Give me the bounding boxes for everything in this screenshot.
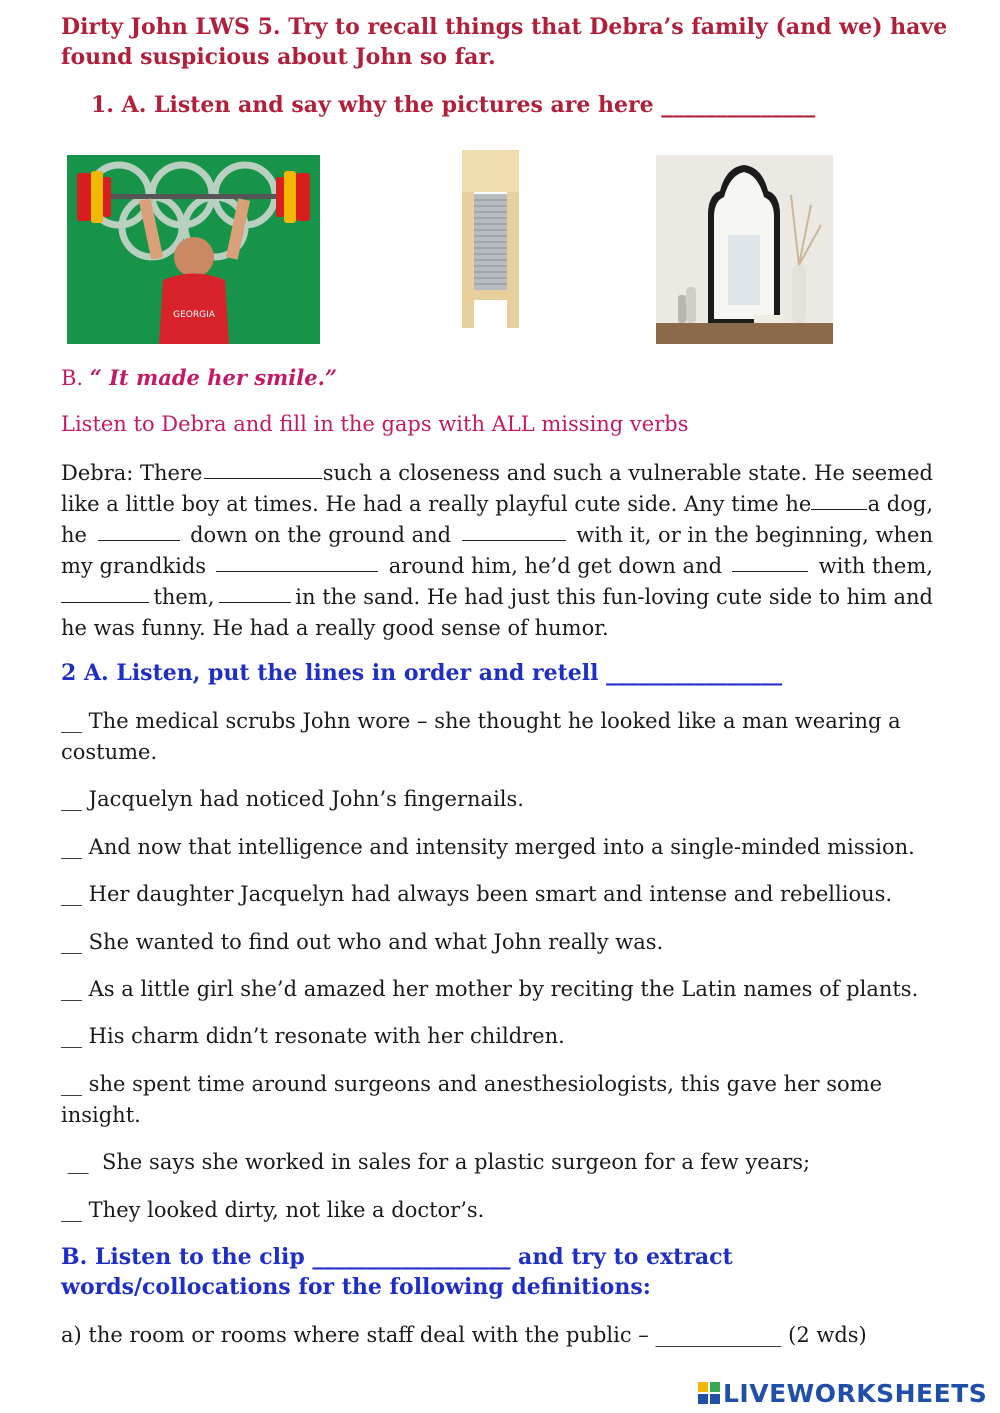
worksheet-title-line1: Dirty John LWS 5. Try to recall things that Debra’s family (and we) have [61,14,948,40]
order-line: __ She wanted to find out who and what John really was. [61,930,664,954]
paragraph-line: he was funny. He had a really good sense of humor. [61,616,609,640]
shirt-text: GEORGIA [173,310,215,320]
task1-heading: 1. A. Listen and say why the pictures are here ______________ [91,92,816,118]
task1b-instruction: Listen to Debra and fill in the gaps with ALL missing verbs [61,412,689,436]
gap-input[interactable] [204,458,322,479]
order-line: __ she spent time around surgeons and anesthesiologists, this gave her some [61,1072,883,1096]
task2-heading: 2 A. Listen, put the lines in order and retell ________________ [61,660,783,686]
gap-input[interactable] [98,520,180,541]
gap-input[interactable] [811,489,867,510]
order-line: insight. [61,1103,141,1127]
order-line: costume. [61,740,158,764]
task2b-heading-line2: words/collocations for the following definitions: [61,1274,651,1300]
order-line: __ She says she worked in sales for a plastic surgeon for a few years; [61,1150,811,1174]
paragraph-line: my grandkids around him, he’d get down and with them, [61,551,933,582]
gap-input[interactable] [732,551,808,572]
definition-item-a: a) the room or rooms where staff deal with the public – ____________ (2 wds) [61,1323,867,1347]
gap-input[interactable] [219,582,291,603]
weightlifter-photo [67,155,320,344]
order-line: __ They looked dirty, not like a doctor’s. [61,1198,485,1222]
mirror-photo [656,155,833,344]
paragraph-line: Debra: There such a closeness and such a vulnerable state. He seemed [61,458,933,489]
order-line: __ As a little girl she’d amazed her mother by reciting the Latin names of plants. [61,977,919,1001]
washboard-photo [419,142,564,344]
paragraph-line: them, in the sand. He had just this fun-loving cute side to him and [61,582,933,613]
task1b-label: B. “ It made her smile.” [61,365,337,390]
liveworksheets-logo-icon [697,1380,723,1406]
order-line: __ The medical scrubs John wore – she thought he looked like a man wearing a [61,709,901,733]
liveworksheets-logo: LIVEWORKSHEETS [697,1378,987,1408]
gap-input[interactable] [216,551,378,572]
task2b-heading-line1: B. Listen to the clip __________________ and try to extract [61,1244,733,1270]
order-line: __ And now that intelligence and intensity merged into a single-minded mission. [61,835,915,859]
worksheet-title-line2: found suspicious about John so far. [61,44,496,70]
order-line: __ Jacquelyn had noticed John’s fingernails. [61,787,524,811]
gap-input[interactable] [61,582,149,603]
gap-input[interactable] [462,520,566,541]
paragraph-line: like a little boy at times. He had a really playful cute side. Any time he a dog, [61,489,933,520]
order-line: __ Her daughter Jacquelyn had always been smart and intense and rebellious. [61,882,893,906]
paragraph-line: he down on the ground and with it, or in the beginning, when [61,520,933,551]
order-line: __ His charm didn’t resonate with her children. [61,1024,565,1048]
debra-paragraph [61,458,933,644]
